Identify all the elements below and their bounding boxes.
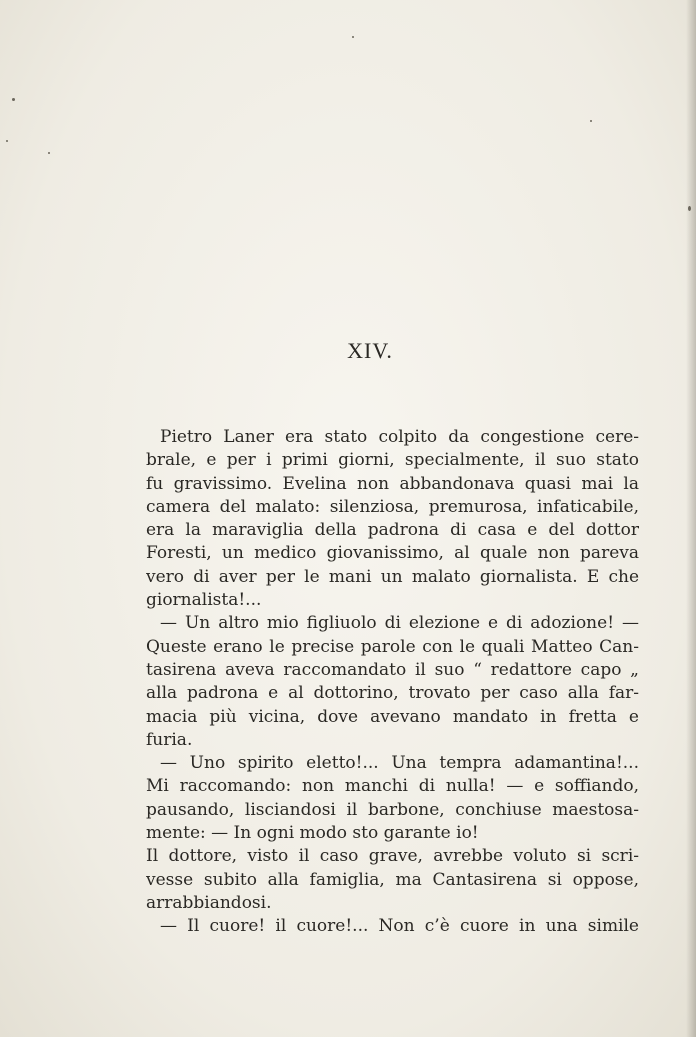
text-line: camera del malato: silenziosa, premurosa, infaticabile, [146,496,639,517]
text-line: macia più vicina, dove avevano mandato in fretta e [146,706,639,727]
text-line: — Uno spirito eletto!... Una tempra adamantina!... [160,753,639,774]
text-line: pausando, lisciandosi il barbone, conchiuse maestosa- [146,799,639,820]
text-line: — Il cuore! il cuore!... Non c’è cuore in una simile [160,916,639,937]
text-line: Il dottore, visto il caso grave, avrebbe voluto si scri- [146,846,639,867]
chapter-heading: XIV. [347,338,393,363]
text-line: — Un altro mio figliuolo di elezione e di adozione! — [160,613,639,634]
paper-speck [12,98,15,101]
paper-speck [590,120,592,122]
text-line: Mi raccomando: non manchi di nulla! — e soffiando, [146,776,639,797]
text-line: Pietro Laner era stato colpito da congestione cere- [160,427,639,447]
page-edge-shadow [686,0,696,1037]
text-line: fu gravissimo. Evelina non abbandonava quasi mai la [146,473,639,494]
text-line: mente: — In ogni modo sto garante io! [146,823,479,844]
text-line: alla padrona e al dottorino, trovato per caso alla far- [146,683,639,704]
paper-speck [48,152,50,154]
text-line: brale, e per i primi giorni, specialmente, il suo stato [146,450,639,471]
text-line: tasirena aveva raccomandato il suo “ redattore capo „ [146,659,639,680]
paper-speck [6,140,8,142]
text-line: vesse subito alla famiglia, ma Cantasirena si oppose, [146,869,639,890]
text-line: arrabbiandosi. [146,892,272,913]
paper-speck [352,36,354,38]
paper-speck [688,206,691,211]
text-line: furia. [146,729,193,750]
text-line: giornalista!... [146,590,262,611]
text-line: Queste erano le precise parole con le quali Matteo Can- [146,636,639,657]
text-line: vero di aver per le mani un malato giornalista. E che [146,566,639,587]
text-line: Foresti, un medico giovanissimo, al quale non pareva [146,543,639,564]
text-line: era la maraviglia della padrona di casa e del dottor [146,520,639,541]
body-text [146,426,639,939]
